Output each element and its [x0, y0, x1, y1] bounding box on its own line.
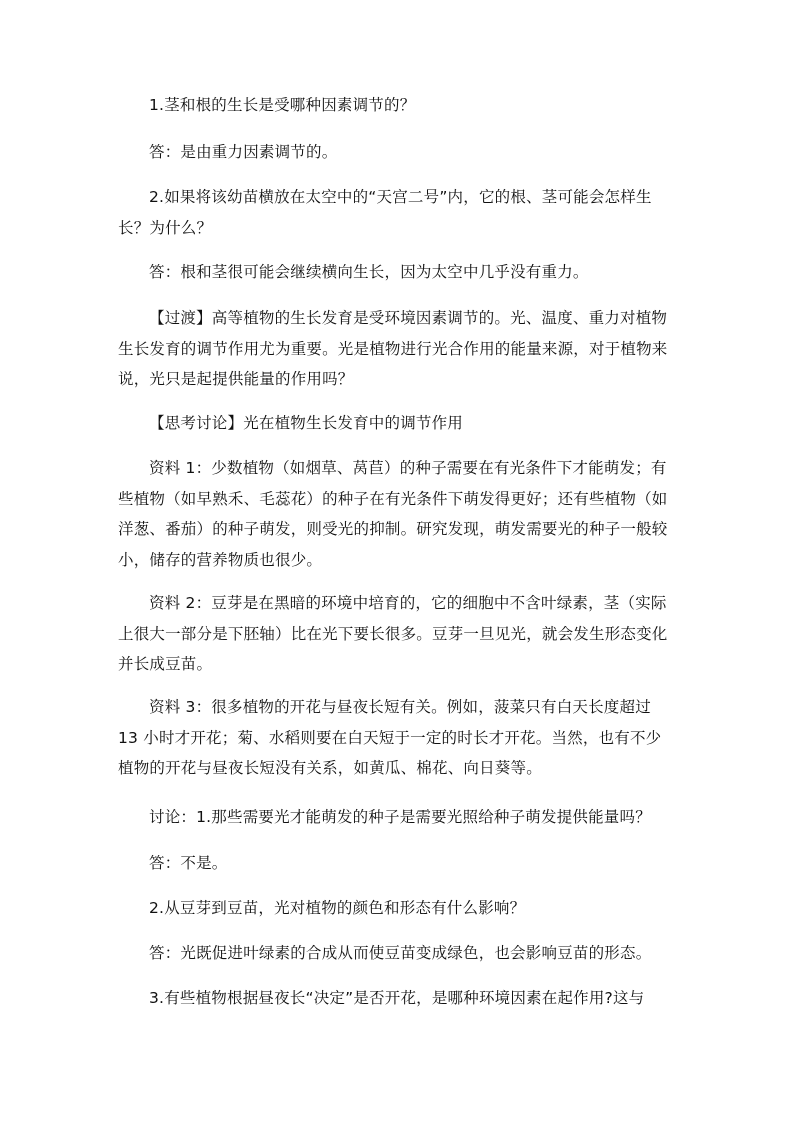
answer-1: 答：是由重力因素调节的。 [149, 143, 338, 161]
transition-paragraph: 【过渡】高等植物的生长发育是受环境因素调节的。光、温度、重力对植物生长发育的调节作用尤为重要。光是植物进行光合作用的能量来源，对于植物来说，光只是起提供能量的作用吗？ [118, 309, 668, 388]
material-1: 资料 1：少数植物（如烟草、莴苣）的种子需要在有光条件下才能萌发；有些植物（如早熟禾、毛蕊花）的种子在有光条件下萌发得更好；还有些植物（如洋葱、番茄）的种子萌发，则受光的抑制。研究发现，萌发需要光的种子一般较小，储存的营养物质也很少。 [118, 459, 668, 569]
discussion-answer-1: 答：不是。 [149, 854, 228, 872]
discussion-answer-2: 答：光既促进叶绿素的合成从而使豆苗变成绿色，也会影响豆苗的形态。 [149, 944, 652, 962]
discussion-question-1: 讨论：1.那些需要光才能萌发的种子是需要光照给种子萌发提供能量吗？ [149, 808, 651, 826]
discussion-question-3: 3.有些植物根据昼夜长“决定”是否开花，是哪种环境因素在起作用?这与 [149, 989, 645, 1007]
discussion-heading: 【思考讨论】光在植物生长发育中的调节作用 [149, 414, 464, 432]
material-3: 资料 3：很多植物的开花与昼夜长短有关。例如，菠菜只有白天长度超过 13 小时才开花；菊、水稻则要在白天短于一定的时长才开花。当然，也有不少植物的开花与昼夜长短没有关系，如黄瓜、棉花、向日葵等。 [118, 698, 662, 777]
question-2: 2.如果将该幼苗横放在太空中的“天宫二号”内，它的根、茎可能会怎样生长？为什么？ [118, 188, 652, 237]
answer-2: 答：根和茎很可能会继续横向生长，因为太空中几乎没有重力。 [149, 263, 589, 281]
material-2: 资料 2：豆芽是在黑暗的环境中培育的，它的细胞中不含叶绿素，茎（实际上很大一部分是下胚轴）比在光下要长很多。豆芽一旦见光，就会发生形态变化并长成豆苗。 [118, 594, 668, 673]
discussion-question-2: 2.从豆芽到豆苗，光对植物的颜色和形态有什么影响？ [149, 899, 526, 917]
question-1: 1.茎和根的生长是受哪种因素调节的？ [149, 96, 416, 114]
